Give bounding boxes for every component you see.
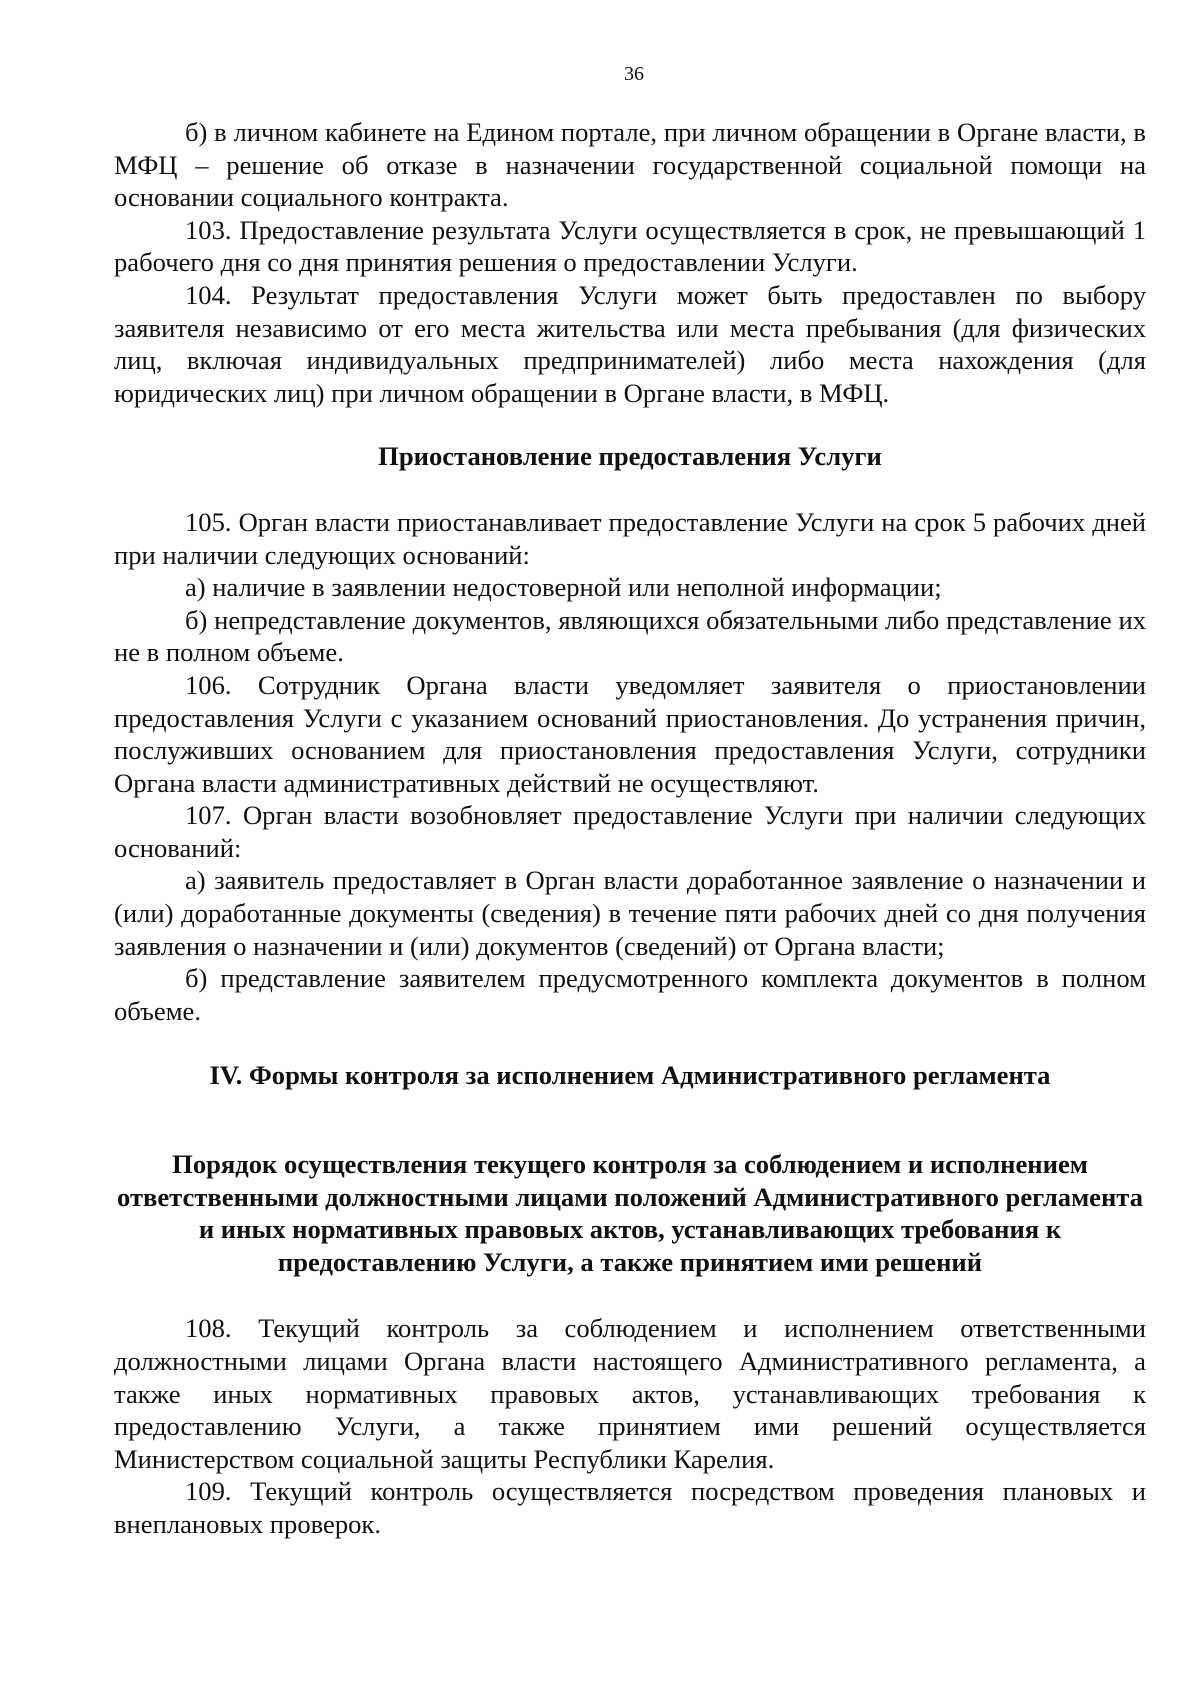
heading-section-iv: IV. Формы контроля за исполнением Административного регламента bbox=[209, 1060, 1051, 1091]
page-number: 36 bbox=[624, 63, 644, 85]
paragraph-105-item-b: б) непредставление документов, являющихся обязательными либо представление их не в полном объеме. bbox=[114, 604, 1146, 668]
paragraph-104: 104. Результат предоставления Услуги может быть предоставлен по выбору заявителя независимо от его места жительства или места пребывания (для физических лиц, включая индивидуальных предпринимателей) либо места нахождения (для юридических лиц) при личном обращении в Органе власти, в МФЦ. bbox=[114, 279, 1146, 408]
heading-suspension: Приостановление предоставления Услуги bbox=[378, 441, 882, 472]
paragraph-109: 109. Текущий контроль осуществляется посредством проведения плановых и внеплановых проверок. bbox=[114, 1476, 1146, 1539]
document-page bbox=[114, 62, 1146, 1541]
paragraph-item-b-refusal: б) в личном кабинете на Едином портале, при личном обращении в Органе власти, в МФЦ – решение об отказе в назначении государственной социальной помощи на основании социального контракта. bbox=[114, 117, 1146, 213]
paragraph-105: 105. Орган власти приостанавливает предоставление Услуги на срок 5 рабочих дней при наличии следующих оснований: bbox=[114, 506, 1146, 570]
paragraph-108: 108. Текущий контроль за соблюдением и исполнением ответственными должностными лицами Органа власти настоящего Административного регламента, а также иных нормативных правовых актов, устанавливающих требования к предоставлению Услуги, а также принятием ими решений осуществляется Министерством социальной защиты Республики Карелия. bbox=[114, 1313, 1146, 1474]
heading-current-control: Порядок осуществления текущего контроля за соблюдением и исполнением ответственными должностными лицами положений Административного регламента и иных нормативных правовых актов, устанавливающих требования к предоставлению Услуги, а также принятием ими решений bbox=[117, 1149, 1143, 1277]
paragraph-107-item-b: б) представление заявителем предусмотренного комплекта документов в полном объеме. bbox=[114, 963, 1146, 1026]
paragraph-103: 103. Предоставление результата Услуги осуществляется в срок, не превышающий 1 рабочего дня со дня принятия решения о предоставлении Услуги. bbox=[114, 214, 1146, 278]
paragraph-107: 107. Орган власти возобновляет предоставление Услуги при наличии следующих оснований: bbox=[114, 800, 1146, 863]
paragraph-105-item-a: а) наличие в заявлении недостоверной или неполной информации; bbox=[185, 572, 942, 603]
paragraph-107-item-a: а) заявитель предоставляет в Орган власти доработанное заявление о назначении и (или) доработанные документы (сведения) в течение пяти рабочих дней со дня получения заявления о назначении и (или) документов (сведений) от Органа власти; bbox=[114, 865, 1146, 961]
paragraph-106: 106. Сотрудник Органа власти уведомляет заявителя о приостановлении предоставления Услуги с указанием оснований приостановления. До устранения причин, послуживших основанием для приостановления предоставления Услуги, сотрудники Органа власти административных действий не осуществляют. bbox=[114, 669, 1146, 798]
